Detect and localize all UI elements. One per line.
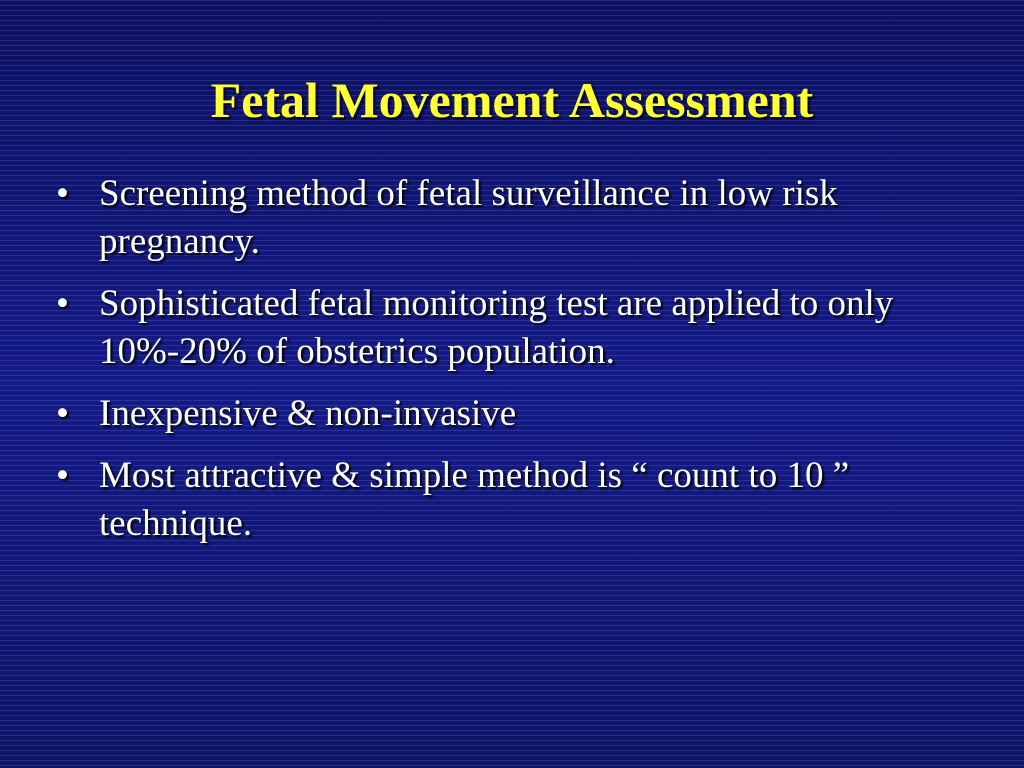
bullet-marker-icon: • [56,173,69,214]
bullet-text: Sophisticated fetal monitoring test are applied to only 10%-20% of obstetrics population. [99,283,894,372]
bullet-text: Inexpensive & non-invasive [99,393,517,434]
bullet-text: Screening method of fetal surveillance in low risk pregnancy. [99,173,838,262]
bullet-marker-icon: • [56,283,69,324]
bullet-list [56,170,976,562]
slide-title: Fetal Movement Assessment [210,72,814,128]
bullet-marker-icon: • [56,393,69,434]
bullet-marker-icon: • [56,455,69,496]
bullet-text: Most attractive & simple method is “ count to 10 ” technique. [99,455,850,544]
bullet-item [56,452,976,548]
bullet-item [56,170,976,266]
bullet-item [56,280,976,376]
bullet-item [56,390,976,438]
